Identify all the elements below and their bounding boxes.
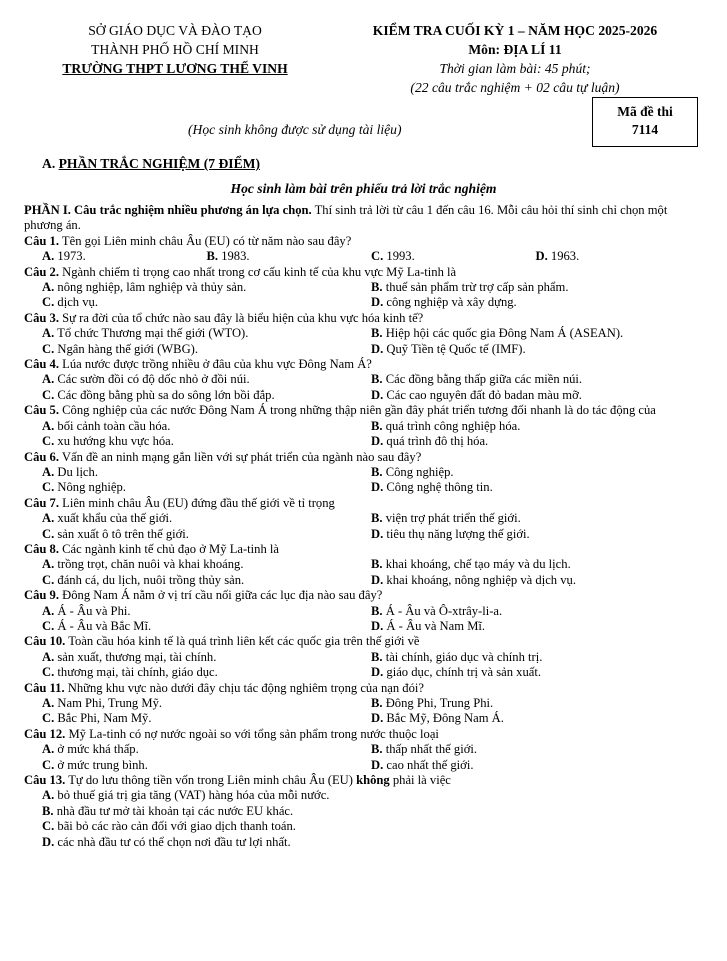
option-text: Các đồng bằng thấp giữa các miền núi. bbox=[382, 372, 583, 387]
option-letter: C. bbox=[42, 526, 55, 541]
option-text: Nông nghiệp. bbox=[54, 480, 126, 495]
question-stem bbox=[24, 681, 700, 696]
answer-option bbox=[371, 604, 700, 619]
answer-option bbox=[371, 711, 700, 726]
question-text: Mỹ La-tinh có nợ nước ngoài so với tổng sản phẩm trong nước thuộc loại bbox=[65, 726, 439, 741]
option-letter: B. bbox=[206, 249, 219, 264]
option-letter: C. bbox=[42, 618, 55, 633]
city-name: THÀNH PHỐ HỒ CHÍ MINH bbox=[91, 42, 259, 57]
option-text: viện trợ phát triển thế giới. bbox=[382, 511, 521, 526]
option-text: đánh cá, du lịch, nuôi trồng thủy sản. bbox=[54, 572, 245, 587]
option-letter: B. bbox=[371, 418, 383, 433]
option-text: Công nghệ thông tin. bbox=[383, 480, 493, 495]
answer-option bbox=[42, 280, 371, 295]
option-text: quá trình đô thị hóa. bbox=[383, 434, 489, 449]
exam-code-label: Mã đề thi bbox=[617, 104, 673, 119]
question-text: Toàn cầu hóa kinh tế là quá trình liên kết các quốc gia trên thế giới về bbox=[65, 634, 420, 649]
answer-option bbox=[42, 480, 371, 495]
option-letter: B. bbox=[371, 464, 383, 479]
option-letter: A. bbox=[42, 557, 55, 572]
option-letter: C. bbox=[42, 480, 55, 495]
options-row bbox=[24, 295, 700, 310]
options-row bbox=[24, 619, 700, 634]
option-letter: D. bbox=[371, 526, 384, 541]
option-letter: A. bbox=[42, 649, 55, 664]
option-text: Ngân hàng thế giới (WBG). bbox=[54, 341, 199, 356]
options-row bbox=[24, 280, 700, 295]
answer-option bbox=[42, 742, 371, 757]
options-row bbox=[24, 665, 700, 680]
question-number: Câu 6. bbox=[24, 449, 59, 464]
answer-option bbox=[42, 326, 371, 341]
options-row bbox=[24, 573, 700, 588]
answer-option bbox=[371, 650, 700, 665]
answer-option bbox=[371, 742, 700, 757]
question-text: Đông Nam Á nằm ở vị trí cầu nối giữa các lục địa nào sau đây? bbox=[59, 588, 383, 603]
answer-option bbox=[24, 835, 700, 850]
option-letter: D. bbox=[371, 480, 384, 495]
question-number: Câu 8. bbox=[24, 541, 59, 556]
answer-option bbox=[371, 326, 700, 341]
option-letter: C. bbox=[42, 387, 55, 402]
section-a-prefix: A. bbox=[42, 156, 59, 171]
section-a-title: PHẦN TRẮC NGHIỆM (7 ĐIỂM) bbox=[58, 156, 261, 171]
part1-title: PHẦN I. Câu trắc nghiệm nhiều phương án lựa chọn. bbox=[24, 203, 312, 217]
question-text: Tên gọi Liên minh châu Âu (EU) có từ năm nào sau đây? bbox=[59, 233, 352, 248]
option-letter: A. bbox=[42, 372, 55, 387]
question-list bbox=[24, 203, 700, 850]
answer-option bbox=[371, 434, 700, 449]
answer-option bbox=[42, 249, 207, 264]
answer-option bbox=[42, 711, 371, 726]
option-letter: D. bbox=[371, 572, 384, 587]
answer-option bbox=[371, 619, 700, 634]
exam-title: KIỂM TRA CUỐI KỲ 1 – NĂM HỌC 2025-2026 bbox=[372, 23, 658, 38]
answer-option bbox=[42, 372, 371, 387]
option-letter: D. bbox=[371, 295, 384, 310]
option-letter: C. bbox=[42, 819, 55, 834]
school-name: TRƯỜNG THPT LƯƠNG THẾ VINH bbox=[62, 61, 288, 76]
option-text: ở mức khá thấp. bbox=[54, 742, 139, 757]
question-10 bbox=[24, 634, 700, 680]
option-text: khai khoáng, nông nghiệp và dịch vụ. bbox=[383, 572, 576, 587]
answer-option bbox=[42, 573, 371, 588]
question-text: Các ngành kinh tế chủ đạo ở Mỹ La-tinh là bbox=[59, 541, 279, 556]
option-letter: C. bbox=[42, 572, 55, 587]
option-text: nhà đầu tư mở tài khoản tại các nước EU khác. bbox=[53, 803, 294, 818]
options-row bbox=[24, 419, 700, 434]
question-5 bbox=[24, 403, 700, 449]
no-documents-note: (Học sinh không được sử dụng tài liệu) bbox=[188, 122, 402, 137]
option-letter: C. bbox=[42, 434, 55, 449]
answer-option bbox=[371, 480, 700, 495]
option-letter: A. bbox=[42, 280, 55, 295]
option-text: Các sườn đồi có độ dốc nhỏ ở đồi núi. bbox=[54, 372, 250, 387]
answer-option bbox=[42, 696, 371, 711]
answer-option bbox=[42, 465, 371, 480]
exam-code-value: 7114 bbox=[631, 122, 659, 137]
option-text: Các cao nguyên đất đỏ badan màu mỡ. bbox=[383, 387, 582, 402]
answer-option bbox=[42, 665, 371, 680]
question-text: Vấn đề an ninh mạng gắn liền với sự phát triển của ngành nào sau đây? bbox=[59, 449, 422, 464]
option-letter: D. bbox=[371, 618, 384, 633]
option-text: thuế sản phẩm trừ trợ cấp sản phẩm. bbox=[382, 280, 569, 295]
answer-option bbox=[24, 819, 700, 834]
option-text: bãi bỏ các rào cản đối với giao dịch thanh toán. bbox=[54, 819, 296, 834]
option-text: Công nghiệp. bbox=[382, 464, 454, 479]
option-letter: A. bbox=[42, 742, 55, 757]
option-text: quá trình công nghiệp hóa. bbox=[382, 418, 521, 433]
question-4 bbox=[24, 357, 700, 403]
option-letter: A. bbox=[42, 788, 55, 803]
option-letter: B. bbox=[371, 280, 383, 295]
options-row bbox=[24, 742, 700, 757]
question-text: Công nghiệp của các nước Đông Nam Á trong những thập niên gần đây phát triển tương đối nhanh là do tác động của bbox=[59, 403, 656, 418]
option-text: bối cảnh toàn cầu hóa. bbox=[54, 418, 171, 433]
options-row bbox=[24, 388, 700, 403]
question-stem bbox=[24, 542, 700, 557]
question-13 bbox=[24, 773, 700, 850]
options-row bbox=[24, 527, 700, 542]
question-stem bbox=[24, 265, 700, 280]
option-letter: C. bbox=[371, 249, 384, 264]
answer-option bbox=[371, 280, 700, 295]
option-text: các nhà đầu tư có thể chọn nơi đầu tư lợi nhất. bbox=[54, 834, 291, 849]
exam-structure: (22 câu trắc nghiệm + 02 câu tự luận) bbox=[410, 80, 620, 95]
exam-header bbox=[325, 21, 705, 97]
option-letter: B. bbox=[371, 603, 383, 618]
school-header bbox=[40, 21, 310, 78]
option-text: thương mại, tài chính, giáo dục. bbox=[54, 665, 218, 680]
exam-time: Thời gian làm bài: 45 phút; bbox=[439, 61, 591, 76]
answer-option bbox=[24, 804, 700, 819]
option-letter: C. bbox=[42, 341, 55, 356]
options-row bbox=[24, 696, 700, 711]
option-text: Tổ chức Thương mại thế giới (WTO). bbox=[54, 326, 249, 341]
options-row bbox=[24, 342, 700, 357]
answer-option bbox=[536, 249, 701, 264]
options-row bbox=[24, 372, 700, 387]
question-text: Liên minh châu Âu (EU) đứng đầu thế giới về tỉ trọng bbox=[59, 495, 335, 510]
option-text: Quỹ Tiền tệ Quốc tế (IMF). bbox=[383, 341, 526, 356]
answer-option bbox=[371, 342, 700, 357]
option-letter: D. bbox=[371, 711, 384, 726]
option-letter: C. bbox=[42, 711, 55, 726]
question-stem bbox=[24, 496, 700, 511]
answer-option bbox=[371, 465, 700, 480]
answer-option bbox=[42, 419, 371, 434]
option-letter: D. bbox=[371, 757, 384, 772]
question-stem bbox=[24, 311, 700, 326]
option-letter: B. bbox=[371, 557, 383, 572]
option-text: 1993. bbox=[383, 249, 415, 264]
option-text: tiêu thụ năng lượng thế giới. bbox=[383, 526, 530, 541]
question-stem bbox=[24, 588, 700, 603]
option-text: cao nhất thế giới. bbox=[383, 757, 474, 772]
options-row bbox=[24, 758, 700, 773]
answer-option bbox=[371, 372, 700, 387]
options-row bbox=[24, 557, 700, 572]
question-stem bbox=[24, 773, 700, 788]
question-stem bbox=[24, 727, 700, 742]
answer-option bbox=[42, 619, 371, 634]
question-number: Câu 7. bbox=[24, 495, 59, 510]
option-letter: A. bbox=[42, 511, 55, 526]
question-7 bbox=[24, 496, 700, 542]
option-letter: B. bbox=[371, 742, 383, 757]
option-letter: D. bbox=[371, 665, 384, 680]
option-text: bỏ thuế giá trị gia tăng (VAT) hàng hóa của mỗi nước. bbox=[54, 788, 330, 803]
answer-option bbox=[371, 249, 536, 264]
answer-option bbox=[371, 758, 700, 773]
option-letter: D. bbox=[42, 834, 55, 849]
answer-option bbox=[42, 295, 371, 310]
option-text: Á - Âu và Ô-xtrây-li-a. bbox=[382, 603, 503, 618]
option-letter: A. bbox=[42, 249, 55, 264]
answer-option bbox=[42, 650, 371, 665]
part1-intro bbox=[24, 203, 700, 234]
question-number: Câu 9. bbox=[24, 588, 59, 603]
question-number: Câu 3. bbox=[24, 310, 59, 325]
question-9 bbox=[24, 588, 700, 634]
question-8 bbox=[24, 542, 700, 588]
answer-option bbox=[371, 696, 700, 711]
option-text: tài chính, giáo dục và chính trị. bbox=[382, 649, 543, 664]
question-text: Sự ra đời của tổ chức nào sau đây là biểu hiện của khu vực hóa kinh tế? bbox=[59, 310, 424, 325]
option-text: Hiệp hội các quốc gia Đông Nam Á (ASEAN). bbox=[382, 326, 624, 341]
answer-option bbox=[371, 419, 700, 434]
answer-option bbox=[42, 604, 371, 619]
option-letter: B. bbox=[371, 696, 383, 710]
option-letter: C. bbox=[42, 295, 55, 310]
option-letter: B. bbox=[371, 511, 383, 526]
option-letter: B. bbox=[42, 803, 54, 818]
option-letter: A. bbox=[42, 696, 55, 710]
question-stem bbox=[24, 450, 700, 465]
options-row bbox=[24, 326, 700, 341]
answer-option bbox=[42, 511, 371, 526]
option-text: Bắc Phi, Nam Mỹ. bbox=[54, 711, 152, 726]
option-text: Bắc Mỹ, Đông Nam Á. bbox=[383, 711, 504, 726]
option-text: Nam Phi, Trung Mỹ. bbox=[54, 696, 163, 710]
answer-option bbox=[42, 758, 371, 773]
question-number: Câu 11. bbox=[24, 680, 65, 695]
option-letter: B. bbox=[371, 372, 383, 387]
option-text: ở mức trung bình. bbox=[54, 757, 148, 772]
option-text: xuất khẩu của thế giới. bbox=[54, 511, 173, 526]
option-text: xu hướng khu vực hóa. bbox=[54, 434, 174, 449]
question-stem bbox=[24, 403, 700, 418]
answer-option bbox=[42, 557, 371, 572]
question-number: Câu 13. bbox=[24, 773, 66, 788]
question-number: Câu 4. bbox=[24, 357, 59, 372]
option-text: công nghiệp và xây dựng. bbox=[383, 295, 517, 310]
answer-option bbox=[42, 388, 371, 403]
questions-container bbox=[24, 234, 700, 850]
department-name: SỞ GIÁO DỤC VÀ ĐÀO TẠO bbox=[88, 23, 262, 38]
question-text: Ngành chiếm tỉ trọng cao nhất trong cơ cấu kinh tế của khu vực Mỹ La-tinh là bbox=[59, 264, 457, 279]
option-letter: D. bbox=[535, 249, 548, 264]
option-text: Á - Âu và Bắc Mĩ. bbox=[54, 618, 152, 633]
option-text: giáo dục, chính trị và sản xuất. bbox=[383, 665, 541, 680]
option-text: Các đồng bằng phù sa do sông lớn bồi đắp. bbox=[54, 387, 275, 402]
question-emphasis: không bbox=[356, 773, 390, 788]
options-row bbox=[24, 465, 700, 480]
option-text: thấp nhất thế giới. bbox=[382, 742, 478, 757]
question-text: Tự do lưu thông tiền vốn trong Liên minh châu Âu (EU) bbox=[65, 773, 357, 788]
answer-option bbox=[42, 527, 371, 542]
question-text: Lúa nước được trồng nhiều ở đâu của khu vực Đông Nam Á? bbox=[59, 357, 372, 372]
option-text: Á - Âu và Nam Mĩ. bbox=[383, 618, 486, 633]
answer-option bbox=[371, 557, 700, 572]
answer-option bbox=[24, 788, 700, 803]
option-text: 1963. bbox=[547, 249, 580, 264]
question-number: Câu 1. bbox=[24, 233, 59, 248]
option-text: Á - Âu và Phi. bbox=[54, 603, 131, 618]
option-letter: A. bbox=[42, 464, 55, 479]
question-2 bbox=[24, 265, 700, 311]
question-text-tail: phải là việc bbox=[389, 773, 451, 788]
options-row bbox=[24, 249, 700, 264]
option-letter: B. bbox=[371, 649, 383, 664]
question-stem bbox=[24, 234, 700, 249]
question-number: Câu 5. bbox=[24, 403, 59, 418]
option-letter: D. bbox=[371, 341, 384, 356]
answer-option bbox=[207, 249, 372, 264]
question-12 bbox=[24, 727, 700, 773]
option-letter: B. bbox=[371, 326, 383, 341]
section-a-heading bbox=[42, 156, 260, 172]
question-stem bbox=[24, 634, 700, 649]
answer-option bbox=[371, 665, 700, 680]
question-3 bbox=[24, 311, 700, 357]
question-11 bbox=[24, 681, 700, 727]
answer-option bbox=[371, 511, 700, 526]
exam-code-box bbox=[592, 97, 698, 147]
question-6 bbox=[24, 450, 700, 496]
answer-option bbox=[371, 573, 700, 588]
options-row bbox=[24, 604, 700, 619]
option-letter: A. bbox=[42, 326, 55, 341]
options-row bbox=[24, 511, 700, 526]
answer-sheet-instruction: Học sinh làm bài trên phiếu trả lời trắc nghiệm bbox=[230, 181, 497, 196]
option-letter: D. bbox=[371, 387, 384, 402]
option-letter: A. bbox=[42, 418, 55, 433]
answer-option bbox=[42, 434, 371, 449]
option-letter: C. bbox=[42, 757, 55, 772]
question-text: Những khu vực nào dưới đây chịu tác động nghiêm trọng của nạn đói? bbox=[64, 680, 424, 695]
option-text: Đông Phi, Trung Phi. bbox=[382, 696, 494, 710]
option-text: Du lịch. bbox=[54, 464, 98, 479]
options-row bbox=[24, 434, 700, 449]
part1-text: Thí sinh trả lời từ câu 1 đến câu 16. Mỗi câu hỏi thí sinh chỉ chọn một phương án. bbox=[24, 203, 668, 233]
option-letter: C. bbox=[42, 665, 55, 680]
options-row bbox=[24, 650, 700, 665]
answer-option bbox=[371, 527, 700, 542]
exam-subject: Môn: ĐỊA LÍ 11 bbox=[468, 42, 562, 57]
option-text: trồng trọt, chăn nuôi và khai khoáng. bbox=[54, 557, 244, 572]
option-letter: D. bbox=[371, 434, 384, 449]
option-text: dịch vụ. bbox=[54, 295, 98, 310]
question-number: Câu 12. bbox=[24, 726, 66, 741]
question-number: Câu 10. bbox=[24, 634, 66, 649]
options-row bbox=[24, 480, 700, 495]
question-1 bbox=[24, 234, 700, 265]
option-text: 1983. bbox=[218, 249, 250, 264]
option-text: khai khoáng, chế tạo máy và du lịch. bbox=[382, 557, 571, 572]
answer-option bbox=[371, 295, 700, 310]
option-text: nông nghiệp, lâm nghiệp và thủy sản. bbox=[54, 280, 247, 295]
question-number: Câu 2. bbox=[24, 264, 59, 279]
options-row bbox=[24, 711, 700, 726]
option-text: 1973. bbox=[54, 249, 86, 264]
answer-option bbox=[42, 342, 371, 357]
answer-option bbox=[371, 388, 700, 403]
question-stem bbox=[24, 357, 700, 372]
option-letter: A. bbox=[42, 603, 55, 618]
option-text: sản xuất ô tô trên thế giới. bbox=[54, 526, 189, 541]
option-text: sản xuất, thương mại, tài chính. bbox=[54, 649, 217, 664]
